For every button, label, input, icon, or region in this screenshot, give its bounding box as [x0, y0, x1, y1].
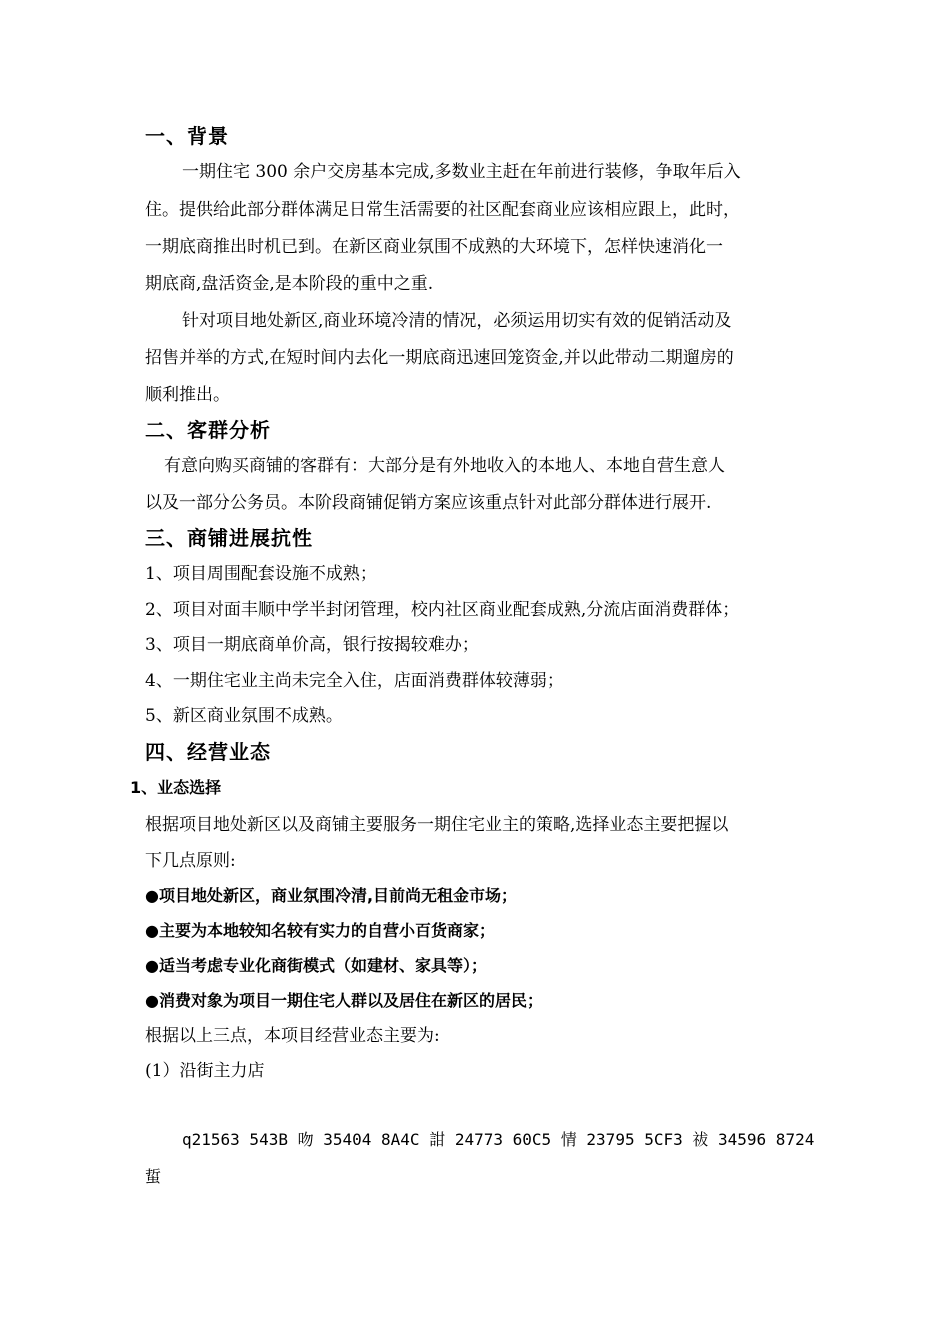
principle-bullet-2: ●主要为本地较知名较有实力的自营小百货商家；: [145, 921, 495, 940]
section-heading-business-format: 四、经营业态: [145, 740, 271, 764]
principle-bullet-4: ●消费对象为项目一期住宅人群以及居住在新区的居民；: [145, 991, 543, 1010]
section-heading-background: 一、背景: [145, 124, 229, 148]
resistance-item-1: 1、项目周围配套设施不成熟；: [145, 564, 377, 584]
background-para1-line2: 住。提供给此部分群体满足日常生活需要的社区配套商业应该相应跟上，此时，: [145, 200, 740, 220]
garbled-text-line2: 蜇: [145, 1167, 162, 1186]
resistance-item-3: 3、项目一期底商单价高，银行按揭较难办；: [145, 635, 479, 655]
resistance-item-5: 5、新区商业氛围不成熟。: [145, 706, 343, 726]
background-para1-line4: 期底商,盘活资金,是本阶段的重中之重.: [145, 274, 434, 294]
resistance-item-4: 4、一期住宅业主尚未完全入住，店面消费群体较薄弱；: [145, 671, 564, 691]
background-para2-line3: 顺利推出。: [145, 385, 230, 405]
format-conclusion: 根据以上三点，本项目经营业态主要为:: [145, 1026, 440, 1046]
background-para1-line3: 一期底商推出时机已到。在新区商业氛围不成熟的大环境下，怎样快速消化一: [145, 237, 723, 257]
background-para2-line1: 针对项目地处新区,商业环境冷清的情况，必须运用切实有效的促销活动及: [182, 311, 732, 331]
section-heading-customer-analysis: 二、客群分析: [145, 418, 271, 442]
garbled-text-line1: q21563 543B 吻 35404 8A4C 詌 24773 60C5 情 23795 5CF3 祓 34596 8724: [182, 1130, 815, 1149]
section-heading-resistance: 三、商铺进展抗性: [145, 526, 313, 550]
principle-bullet-3: ●适当考虑专业化商街模式（如建材、家具等）；: [145, 956, 487, 975]
resistance-item-2: 2、项目对面丰顺中学半封闭管理，校内社区商业配套成熟,分流店面消费群体；: [145, 600, 740, 620]
customer-analysis-line1: 有意向购买商铺的客群有：大部分是有外地收入的本地人、本地自营生意人: [164, 456, 725, 476]
principle-bullet-1: ●项目地处新区，商业氛围冷清,目前尚无租金市场；: [145, 886, 518, 905]
background-para1-line1: 一期住宅 300 余户交房基本完成,多数业主赶在年前进行装修，争取年后入: [182, 162, 741, 182]
format-item-1: (1）沿街主力店: [145, 1061, 265, 1081]
format-intro-line2: 下几点原则:: [145, 851, 236, 871]
background-para2-line2: 招售并举的方式,在短时间内去化一期底商迅速回笼资金,并以此带动二期遛房的: [145, 348, 734, 368]
subheading-format-selection: 1、业态选择: [130, 778, 222, 797]
format-intro-line1: 根据项目地处新区以及商铺主要服务一期住宅业主的策略,选择业态主要把握以: [145, 815, 729, 835]
customer-analysis-line2: 以及一部分公务员。本阶段商铺促销方案应该重点针对此部分群体进行展开.: [145, 493, 712, 513]
